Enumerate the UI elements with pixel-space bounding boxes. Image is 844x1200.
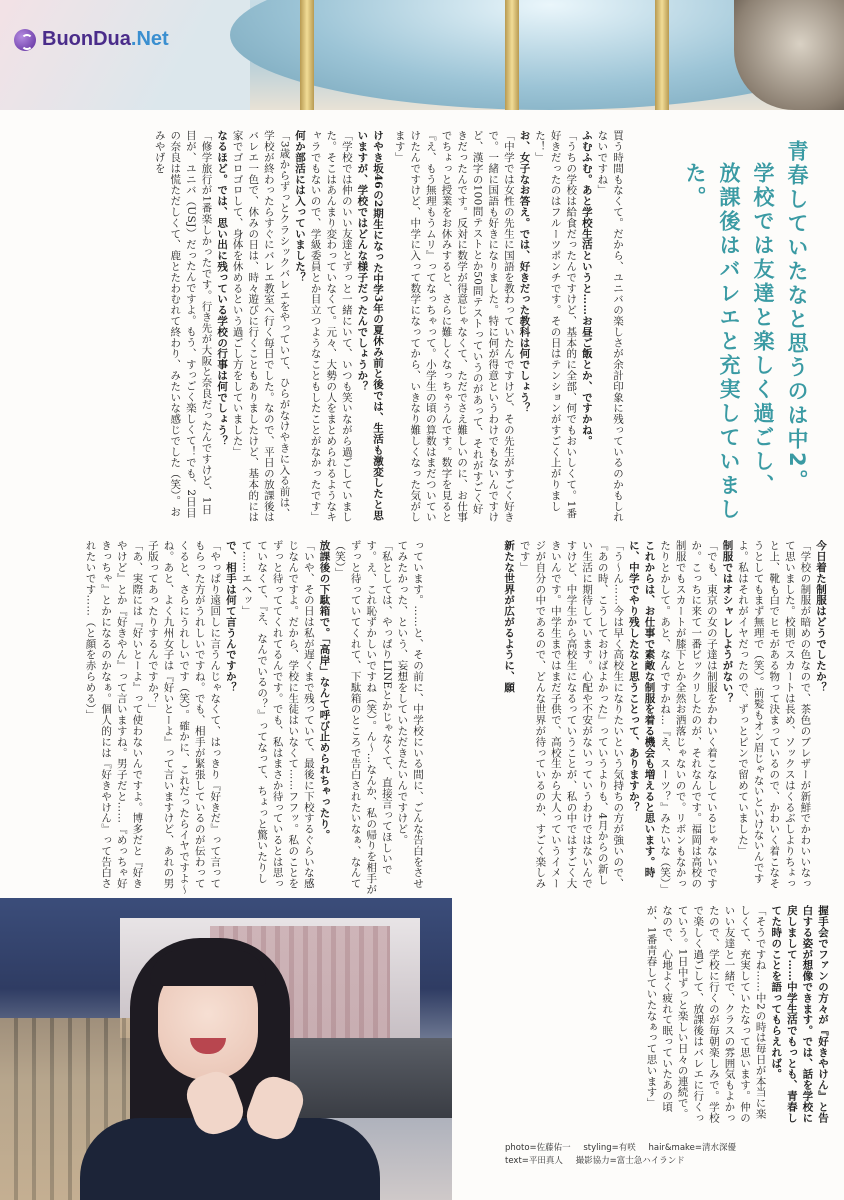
- credit-text: text=平田真人: [505, 1156, 563, 1166]
- logo-name: BuonDua: [42, 28, 131, 50]
- interview-answer: 「あ、実際には『好いとーよ』って使わないんですよ。博多だと『好きやけど』とか『好きやん』って言いますね。男子だと……『めっちゃ好きっちゃ』とかになるのかなぁ。個人的には『好きやけん』って告白されたいです……（と顔を赤らめる）」: [84, 540, 144, 889]
- interview-answer: 「でも、東京の女の子達は制服をかわいく着こなしているじゃないですか。こっちに来て一番ビックリしたのが、それなんです。福岡は高校の制服でもスカートが膝下とか全然お洒落じゃないので。リボンもなかったりとかして。あと、なんですかね…『え、スーツ？』みたいな（笑）」: [659, 540, 718, 895]
- logo-icon: [14, 29, 36, 51]
- interview-answer: 「中学では女性の先生に国語を教わっていたんですけど、その先生がすごく好きで。一緒に国語も好きになりました。特に何が得意というわけでもないんですけど、漢字の100問テストとか50問テストっていうのがあって、それがすごく好きだったんです。反対に数学が得意じゃなくて、ただでさえ難しいのに、お仕事でちょっと授業をお休みすると、さらに難しくなっちゃうんです。数字を見ると『え、もう無理もうムリ』ってなっちゃって。小学生の頃の算数はまだついていけたんですけど、中学に入って数学になってから、いきなり難しくなった気がします」: [393, 130, 515, 523]
- interview-answer: 「やっぱり遠回しに言うんじゃなくて、はっきり『好きだ』って言ってもらった方がうれしいですね。でも、相手が緊張しているのが伝わってくると、さらにうれしいです（笑）。確かに、これだったらイヤですよ〜ね。あと、よく九州女子は『好いとーよ』って言いますけど、あれの男子版ってあったりするんですか？」: [146, 540, 222, 895]
- text-column-top-right: [65, 130, 385, 525]
- headline-line: 学校では友達と楽しく過ごし、: [751, 162, 775, 498]
- interview-question: なるほど。では、思い出に残っている学校の行事は何でしょう？: [216, 130, 229, 447]
- interview-answer: 「修学旅行が1番楽しかったです。行き先が大阪と奈良だったんですけど、1日目が、ユニバ（USJ）だったんですよ。もう、すっごく楽しくて！でも、2日目の奈良は慌ただしくて、鹿とたわむれて終わり、みたいな感じでした（笑）。おみやげを: [153, 130, 213, 519]
- portrait-photo: [0, 898, 452, 1200]
- top-carousel-photo: [0, 0, 844, 110]
- interview-answer: 「学校では仲のいい友達とずっと一緒にいて、いつも笑いながら過ごしていました。そこはあんまり変わっていなくて。元々、大勢の人をまとめられるようなキャラでもないので、学級委員とか目立つようなこともしたことがなかったです」: [309, 130, 353, 523]
- interview-question: [390, 130, 391, 525]
- interview-question: 何か部活には入っていました？: [294, 130, 307, 283]
- interview-question: ふむふむ。あと学校生活というと……お昼ご飯とか、ですかね。: [580, 130, 593, 447]
- logo-tld: .Net: [130, 28, 169, 50]
- interview-question: で、相手は何て言うんですか？: [224, 540, 237, 693]
- credit-cooperation: 撮影協力=富士急ハイランド: [575, 1156, 685, 1166]
- interview-question: 新たな世界が広がるように、願: [503, 540, 516, 693]
- text-column-top-middle: [390, 130, 625, 525]
- interview-answer: 「そうですね……中2の時は毎日が本当に楽しくて、充実していたなって思います。仲のいい友達と一緒で、クラスの雰囲気もよかったので、学校に行くのが毎朝楽しみで。学校で楽しく過ごして、放課後はバレエに行くっていう。1日中ずっと楽しい日々の連続で。なので、心地よく疲れて眠っていたあの頃が、1番青春していたなぁって思います」: [645, 905, 767, 1123]
- text-column-bottom-middle: [55, 540, 425, 895]
- interview-question: これからは、お仕事で素敵な制服を着る機会も増えると思います。時に、中学でやり残したなと思うことって、ありますか？: [627, 540, 656, 878]
- headline-line: 青春していたなと思うのは中2。: [785, 140, 809, 494]
- headline-line: 放課後はバレエと充実していました。: [683, 162, 741, 522]
- credit-hair: hair&make=清水深優: [648, 1143, 737, 1153]
- credit-photo: photo=佐藤佑一: [505, 1143, 571, 1153]
- text-column-bottom-left: [495, 905, 830, 1130]
- interview-answer: 「うちの学校は給食だったんですけど、基本的に全部、何でもおいしくて。1番好きだったのはフルーツポンチです。その日はテンションがすごく上がりました！」: [534, 130, 578, 519]
- text-column-bottom-right: [430, 540, 828, 895]
- interview-answer: 「私としては、やっぱりLINEとかじゃなくて、直接言ってほしいです。え、これ恥ずかしいですね（笑）。ん〜…なんか、私の帰りを相手がずっと待っていてくれて、下駄箱のところで告白されたいなぁ、なんて（笑）」: [334, 540, 393, 895]
- interview-question: お、女子なお答え。では、好きだった教科は何でしょう？: [518, 130, 531, 414]
- interview-question: 放課後の下駄箱で。「高岸」なんて呼び止められちゃったり。: [318, 540, 331, 840]
- interview-answer: っています。……と、その前に、中学校にいる間に、ごんな告白をさせてみたかった、という、妄想をしていただきたいんですけど。: [396, 540, 424, 889]
- interview-question: 握手会でファンの方々が『好きやけん』と告白する姿が想像できます。では、話を学校に戻しまして……中学生活でもっとも、青春してた時のことを語ってもらえれば。: [770, 905, 829, 1123]
- interview-answer: 「いや、その日は私が遅くまで残っていて、最後に下校するぐらいな感じなんですよ。だから、学校に生徒はいなくて……フフッ。私のことをずっと待っててくれてるんです。でも、私はまさか待っているとは思っていなくて、『え、なんでいるの？』ってなって、ちょっと驚いたりして……エヘッ」: [240, 540, 315, 889]
- credit-styling: styling=有咲: [583, 1143, 636, 1153]
- interview-answer: 「3歳からずっとクラシックバレエをやっていて、ひらがなけやきに入る前は、学校が終わったらすぐにバレエ教室へ行く毎日でした。なので、平日の放課後はバレエ一色で、休みの日は、時々遊びに行くこともありましたけど、基本的には家でゴロゴロして、身体を休めるという過ごし方をしていました」: [231, 130, 291, 523]
- credits: [505, 1142, 825, 1168]
- interview-question: 制服ではオシャレしようがない？: [721, 540, 734, 704]
- interview-question: 今日着た制服はどうでしたか？: [815, 540, 827, 693]
- site-logo[interactable]: [14, 28, 169, 51]
- headline: [678, 140, 814, 540]
- interview-answer: 「う〜ん……今は早く高校生になりたいという気持ちの方が強いので、『あの時、こうしておけばよかった』っていうよりも、4月からの新しい生活に期待しています。心配や不安がないっていうわけではないんですけど、中学生から高校生になるっていうことが、私の中ではすごく大きいんです。中学生まではまだ子供で、高校生から大人っていうイメージが自分の中であるので、どんな世界が待っているのか、すごく楽しみです」: [518, 540, 625, 889]
- interview-answer: 「学校の制服が暗めの色なので、茶色のブレザーが新鮮でかわいいなって思いました。校則でスカートは長め、ソックスはくるぶしよりちょっと上、靴も白でヒモがある物って決まっているので、かわいく着こなそうとしてもまず無理で（笑）。前髪もオン眉じゃないといけないんですよ。私はそれがイヤだったので、ずっとピンで留めていました」: [737, 540, 812, 889]
- interview-answer: 買う時間もなくて。だから、ユニバの楽しさが余計印象に残っているのかもしれないですね」: [596, 130, 624, 523]
- interview-question: けやき坂46の2期生になった中学3年の夏休み前と後では、生活も激変したと思いますが、学校ではどんな様子だったんでしょうか？: [356, 130, 384, 521]
